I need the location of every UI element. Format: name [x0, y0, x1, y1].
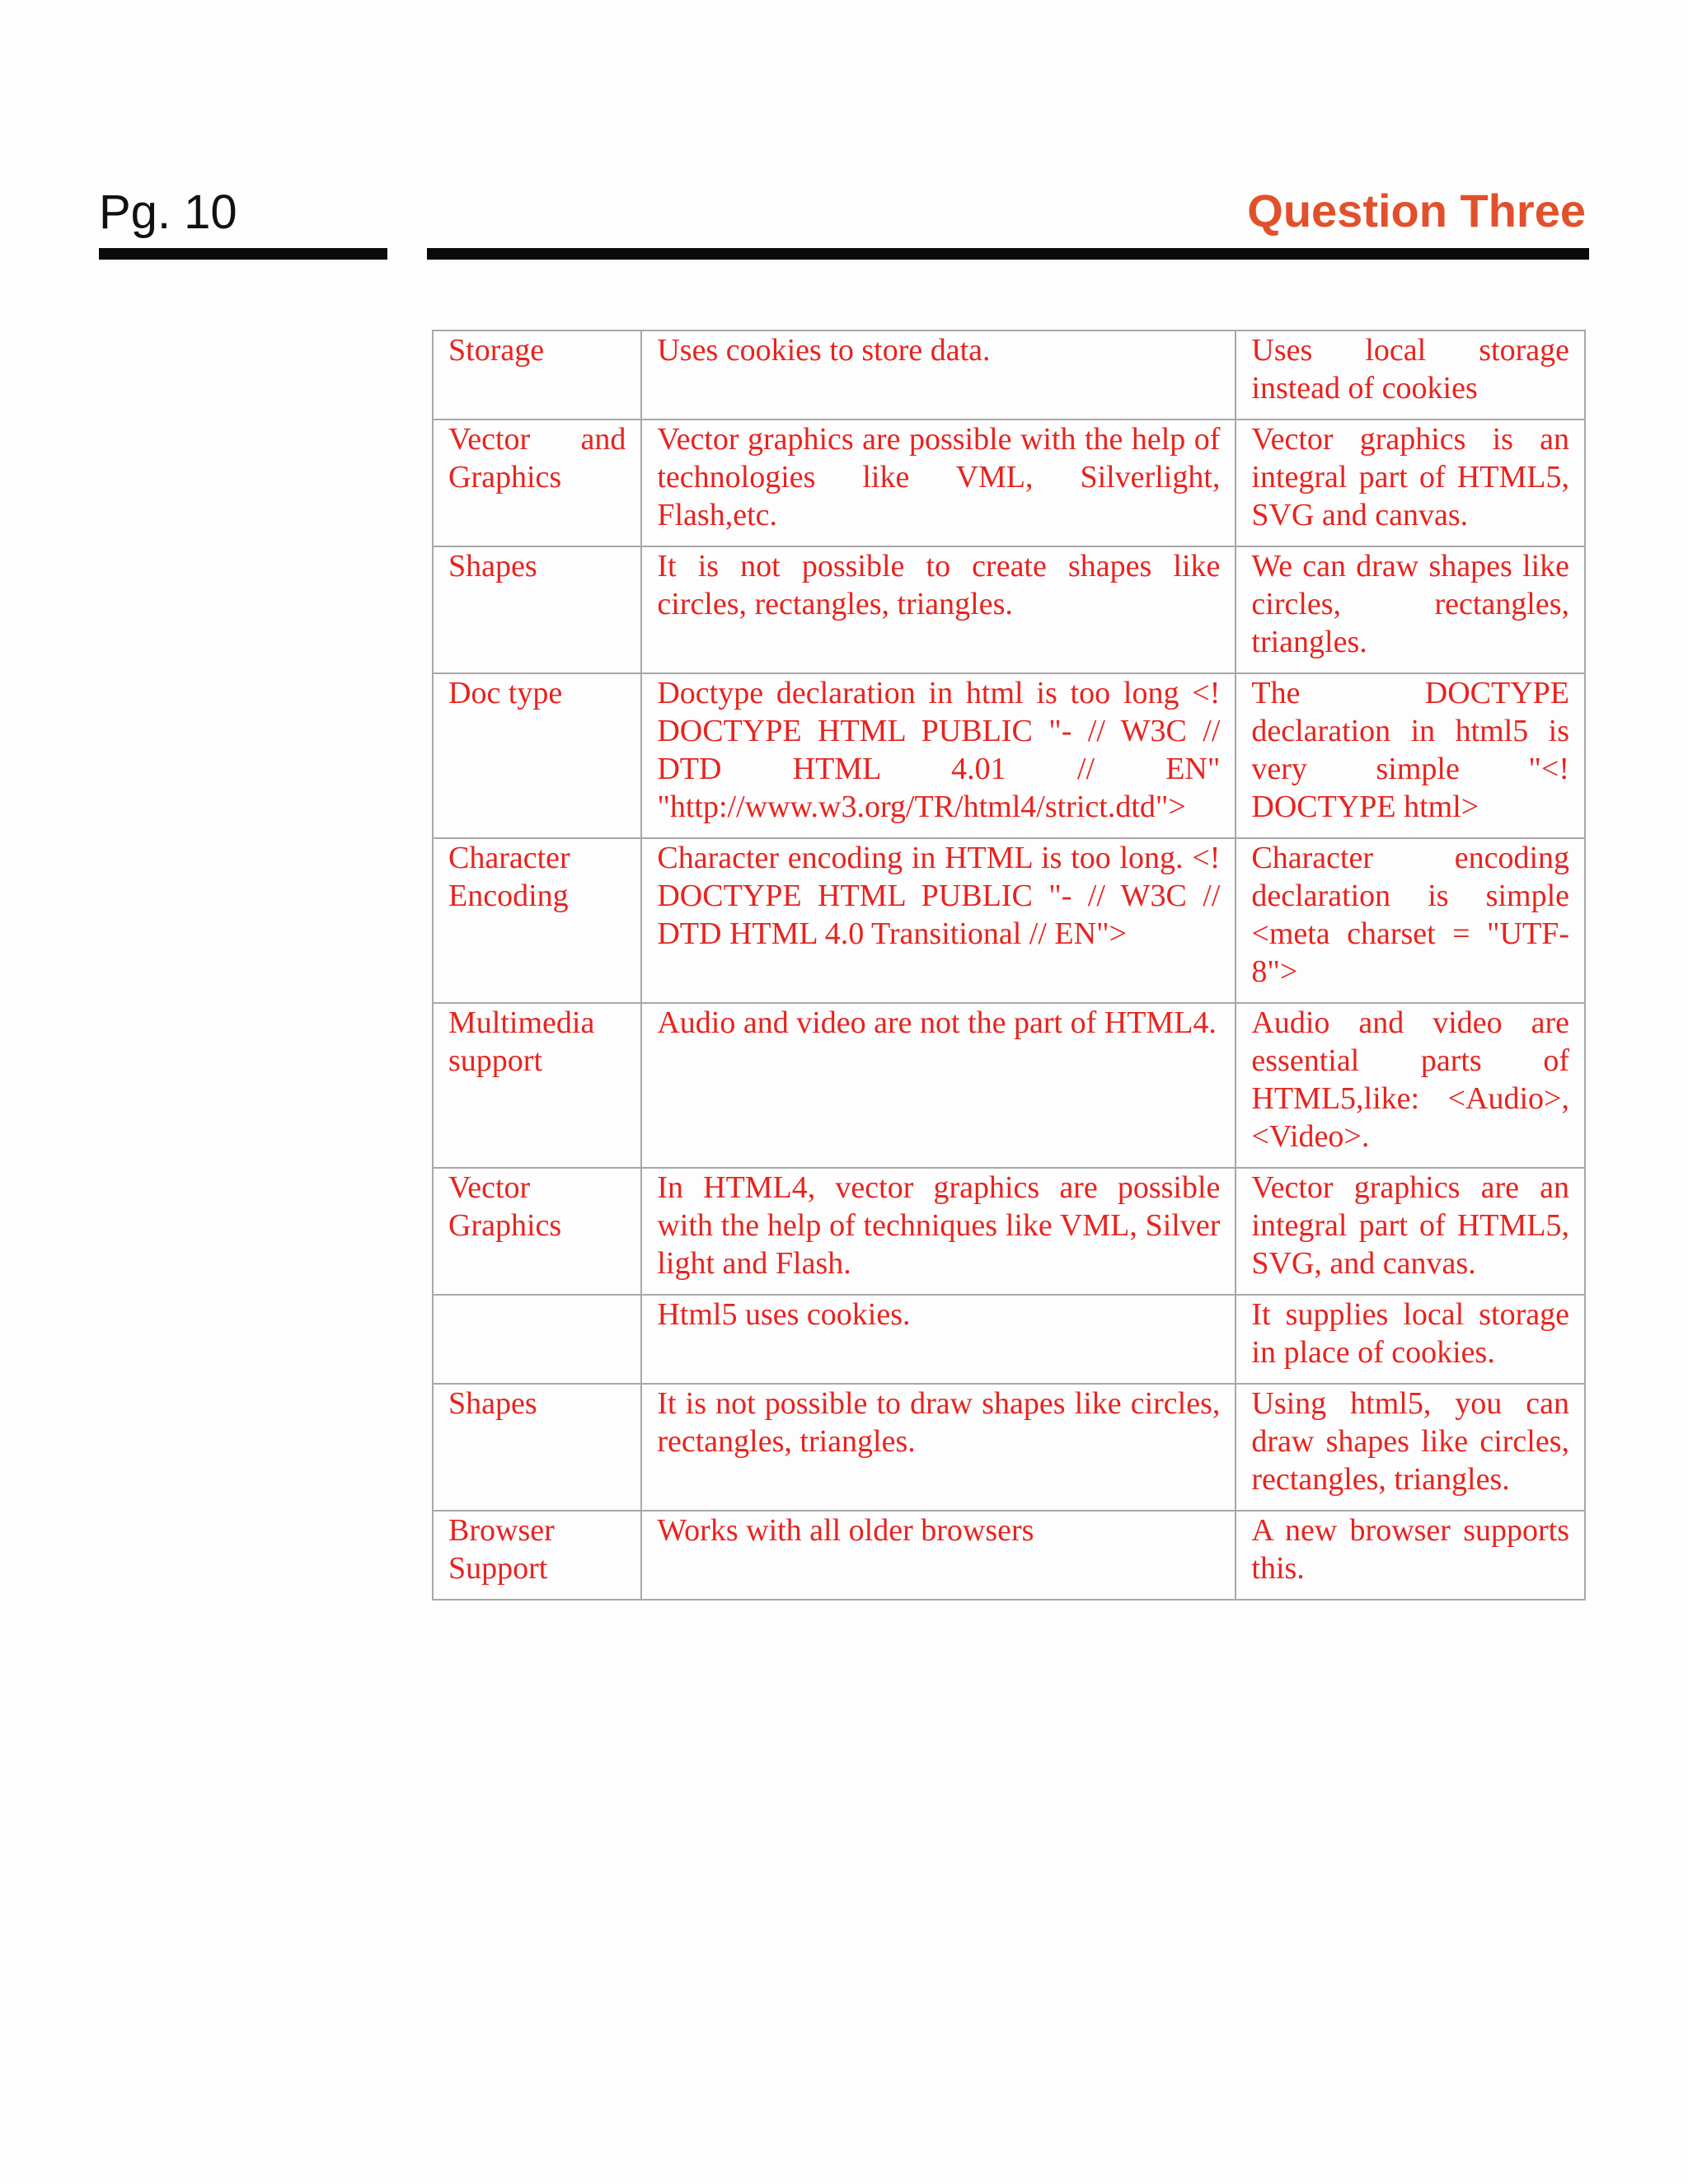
html4-cell: It is not possible to draw shapes like circles, rectangles, triangles.: [641, 1384, 1236, 1511]
html4-cell: Character encoding in HTML is too long. <! DOCTYPE HTML PUBLIC "- // W3C // DTD HTML 4.0 Transitional // EN">: [641, 838, 1236, 1003]
feature-cell: Browser Support: [433, 1511, 641, 1600]
html4-cell: Uses cookies to store data.: [641, 330, 1236, 419]
html5-cell: Uses local storage instead of cookies: [1236, 330, 1585, 419]
html5-cell: We can draw shapes like circles, rectangles, triangles.: [1236, 546, 1585, 673]
table-row: [433, 546, 1585, 673]
html5-cell: The DOCTYPE declaration in html5 is very simple "<! DOCTYPE html>: [1236, 673, 1585, 838]
html5-cell: A new browser supports this.: [1236, 1511, 1585, 1600]
feature-cell: Vector Graphics: [433, 1168, 641, 1295]
feature-cell: [433, 1295, 641, 1384]
html5-cell: Using html5, you can draw shapes like circles, rectangles, triangles.: [1236, 1384, 1585, 1511]
feature-cell: Multimedia support: [433, 1003, 641, 1168]
header-rule-left: [99, 248, 387, 260]
feature-cell: Storage: [433, 330, 641, 419]
header-rule-right: [427, 248, 1589, 260]
table-row: [433, 673, 1585, 838]
html4-cell: Works with all older browsers: [641, 1511, 1236, 1600]
html4-cell: Html5 uses cookies.: [641, 1295, 1236, 1384]
html5-cell: Character encoding declaration is simple <meta charset = "UTF-8">: [1236, 838, 1585, 1003]
table-row: [433, 1384, 1585, 1511]
feature-cell: Shapes: [433, 1384, 641, 1511]
html5-cell: Vector graphics are an integral part of HTML5, SVG, and canvas.: [1236, 1168, 1585, 1295]
table-row: [433, 838, 1585, 1003]
html4-cell: Audio and video are not the part of HTML4.: [641, 1003, 1236, 1168]
html5-cell: Vector graphics is an integral part of HTML5, SVG and canvas.: [1236, 419, 1585, 546]
page-title: Question Three: [1247, 185, 1586, 237]
feature-cell: Shapes: [433, 546, 641, 673]
html5-cell: It supplies local storage in place of cookies.: [1236, 1295, 1585, 1384]
feature-cell: Character Encoding: [433, 838, 641, 1003]
html4-cell: In HTML4, vector graphics are possible with the help of techniques like VML, Silver light and Flash.: [641, 1168, 1236, 1295]
table-row: [433, 1295, 1585, 1384]
table-row: [433, 1511, 1585, 1600]
feature-cell: Doc type: [433, 673, 641, 838]
comparison-table: [432, 330, 1586, 1601]
table-row: [433, 330, 1585, 419]
html4-cell: Vector graphics are possible with the help of technologies like VML, Silverlight, Flash,etc.: [641, 419, 1236, 546]
page-number: Pg. 10: [99, 185, 237, 239]
table-row: [433, 1003, 1585, 1168]
table-row: [433, 1168, 1585, 1295]
feature-cell: Vector and Graphics: [433, 419, 641, 546]
table-row: [433, 419, 1585, 546]
html4-cell: It is not possible to create shapes like circles, rectangles, triangles.: [641, 546, 1236, 673]
html5-cell: Audio and video are essential parts of HTML5,like: <Audio>, <Video>.: [1236, 1003, 1585, 1168]
html4-cell: Doctype declaration in html is too long <! DOCTYPE HTML PUBLIC "- // W3C // DTD HTML 4.01 // EN" "http://www.w3.org/TR/html4/strict.dtd">: [641, 673, 1236, 838]
